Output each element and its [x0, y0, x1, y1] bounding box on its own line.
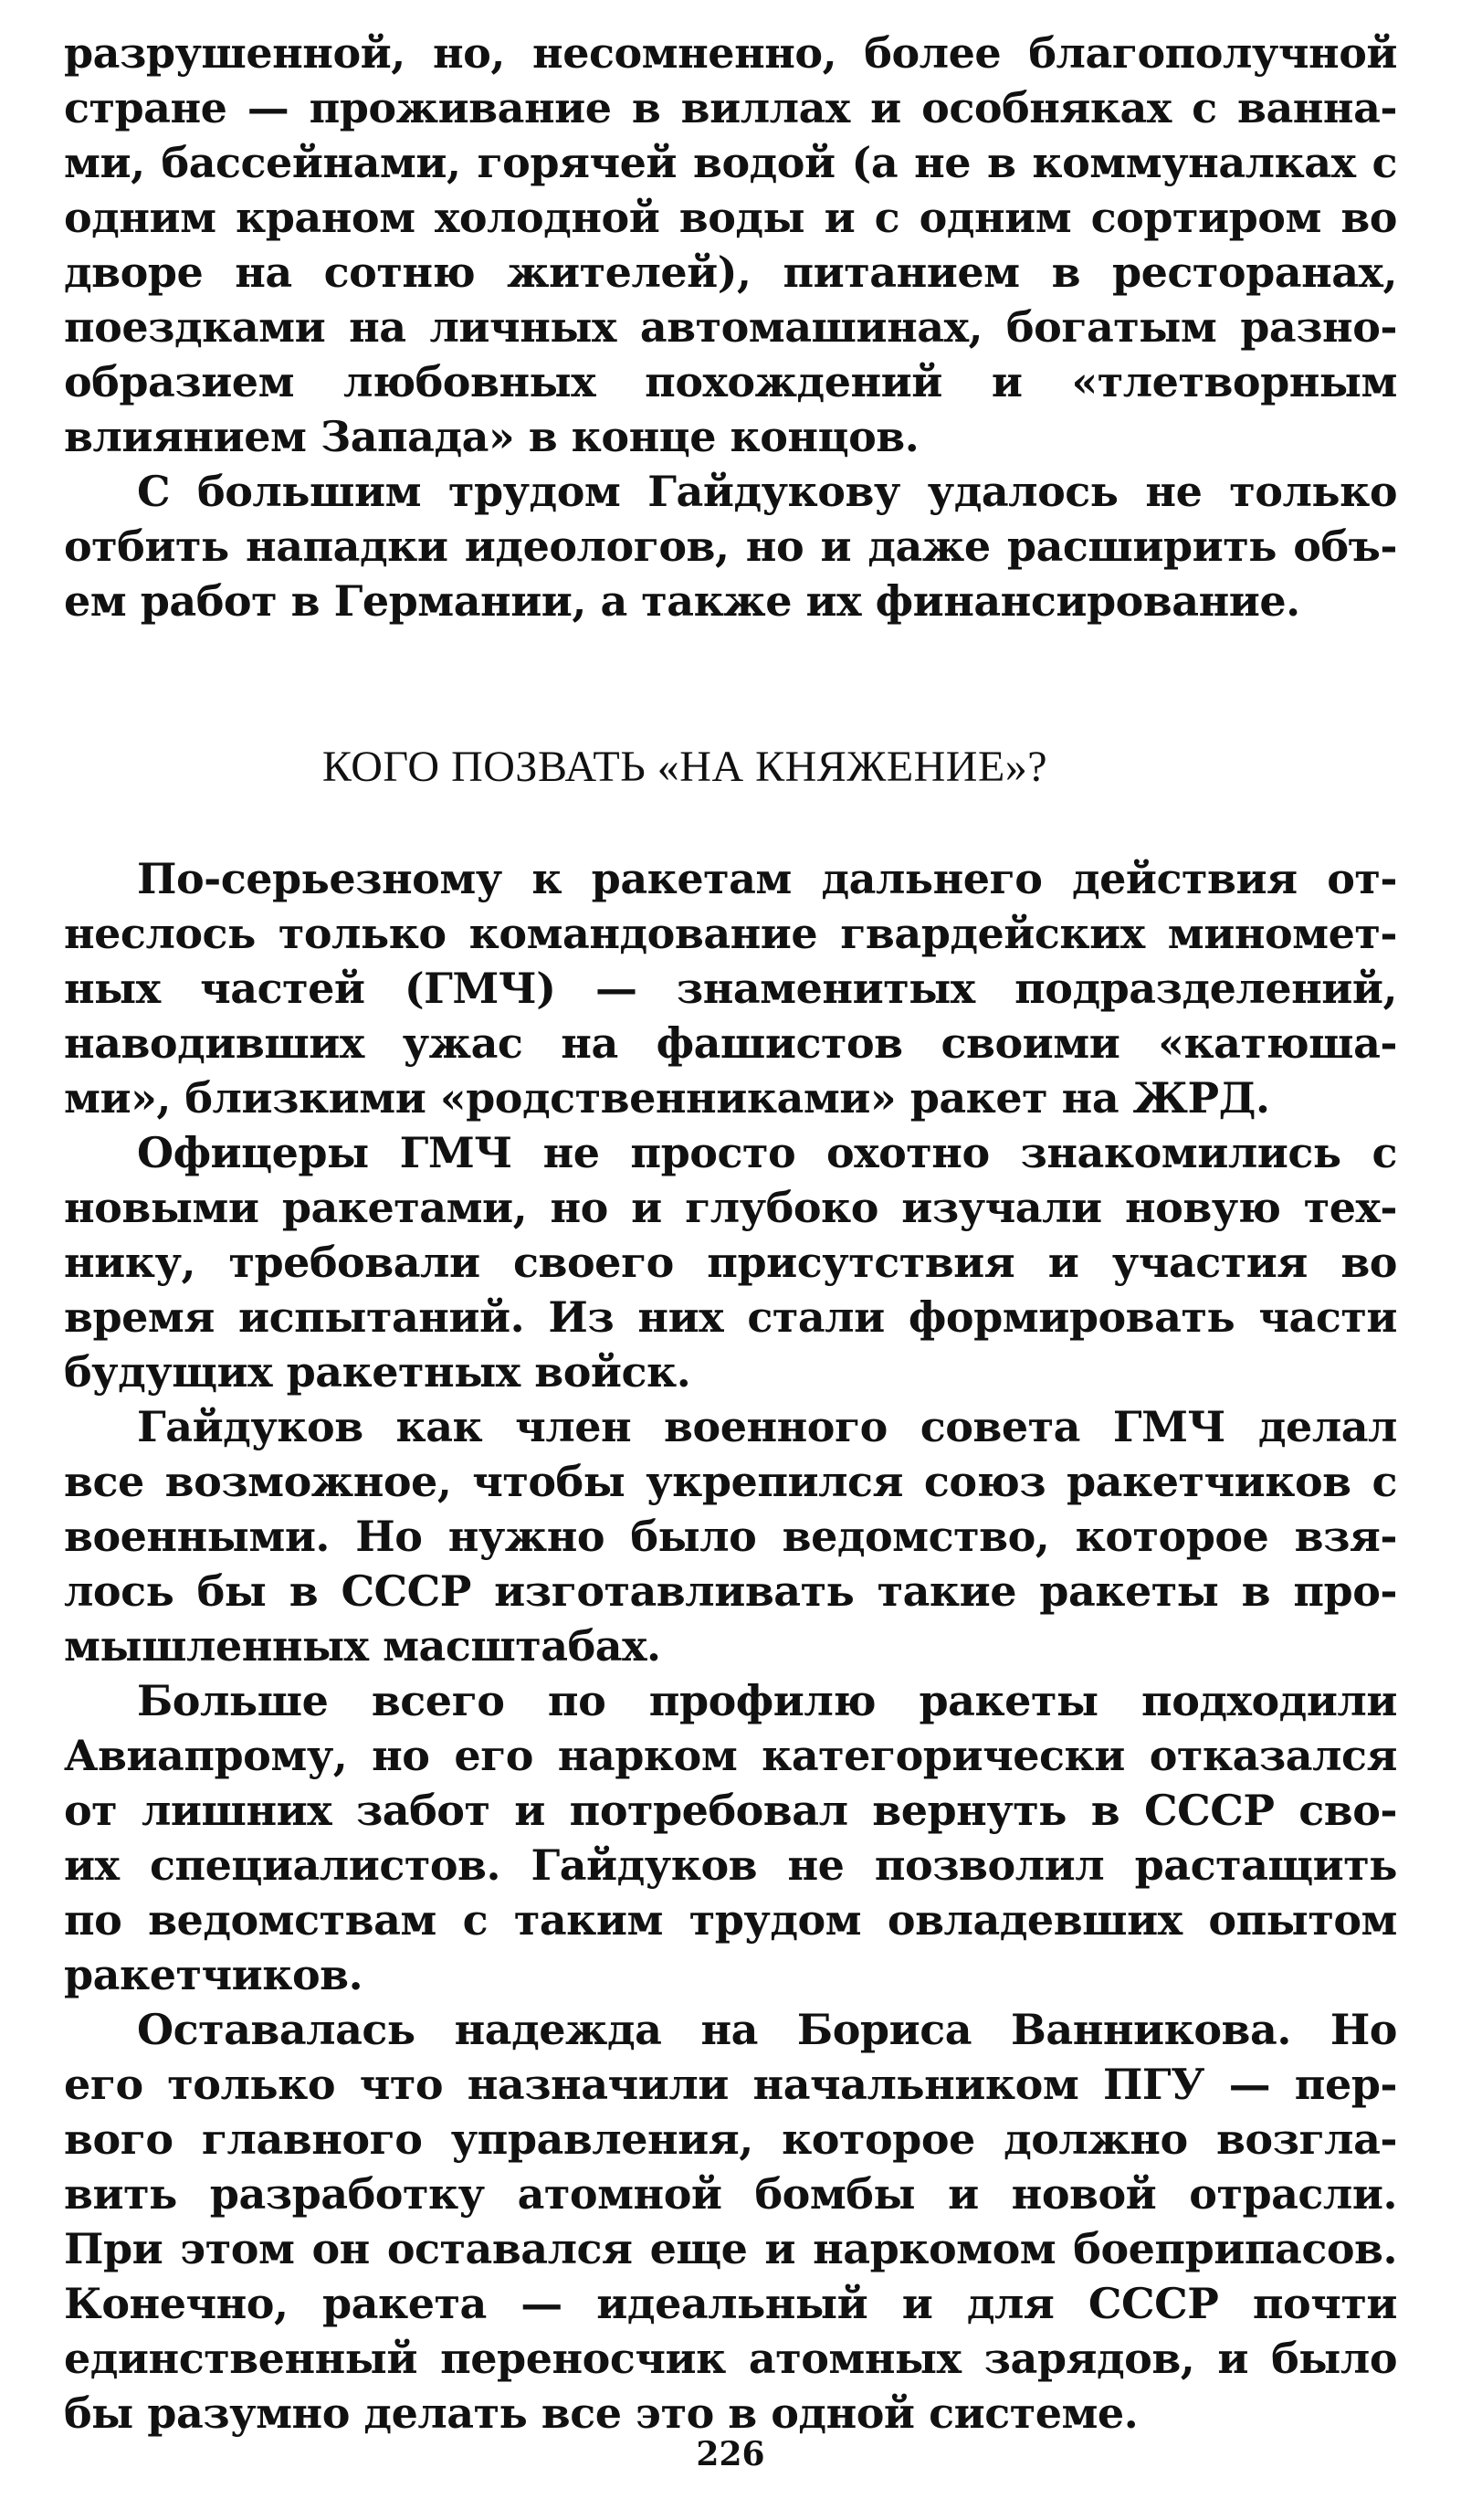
text-line: по ведомствам с таким трудом овладевших опытом	[64, 1895, 1397, 1945]
text-line: лось бы в СССР изготавливать такие ракеты в про-	[64, 1566, 1397, 1616]
paragraph-gmch	[64, 851, 1397, 1125]
text-line: мышленных масштабах.	[64, 1621, 661, 1671]
text-line: разрушенной, но, несомненно, более благополучной	[64, 28, 1397, 78]
text-line: бы разумно делать все это в одной системе.	[64, 2388, 1139, 2438]
text-line: дворе на сотню жителей), питанием в ресторанах,	[64, 248, 1397, 297]
text-line: одним краном холодной воды и с одним сортиром во	[64, 193, 1397, 242]
paragraph-gaidukov-efforts	[64, 464, 1397, 628]
text-line: Офицеры ГМЧ не просто охотно знакомились с	[137, 1128, 1397, 1177]
text-line: отбить нападки идеологов, но и даже расширить объ-	[64, 522, 1397, 571]
text-line: Авиапрому, но его нарком категорически отказался	[64, 1731, 1397, 1780]
text-line: будущих ракетных войск.	[64, 1347, 691, 1397]
text-line: вого главного управления, которое должно возгла-	[64, 2114, 1397, 2164]
text-line: С большим трудом Гайдукову удалось не только	[137, 467, 1397, 516]
text-line: наводивших ужас на фашистов своими «катюша-	[64, 1018, 1397, 1068]
section-heading: КОГО ПОЗВАТЬ «НА КНЯЖЕНИЕ»?	[321, 743, 1048, 791]
text-line: поездками на личных автомашинах, богатым разно-	[64, 302, 1397, 352]
text-line: военными. Но нужно было ведомство, которое взя-	[64, 1512, 1397, 1561]
text-line: вить разработку атомной бомбы и новой отрасли.	[64, 2169, 1397, 2219]
text-line: время испытаний. Из них стали формировать части	[64, 1292, 1397, 1342]
text-line: По-серьезному к ракетам дальнего действия от-	[137, 854, 1397, 903]
paragraph-officers	[64, 1125, 1397, 1399]
text-line: При этом он оставался еще и наркомом боеприпасов.	[64, 2224, 1397, 2273]
paragraph-aviaprom	[64, 1673, 1397, 2002]
text-line: ракетчиков.	[64, 1950, 363, 1999]
text-line: ем работ в Германии, а также их финансирование.	[64, 576, 1300, 626]
text-line: от лишних забот и потребовал вернуть в СССР сво-	[64, 1786, 1397, 1835]
text-line: Конечно, ракета — идеальный и для СССР почти	[64, 2279, 1397, 2328]
text-line: влиянием Запада» в конце концов.	[64, 412, 920, 461]
text-line: новыми ракетами, но и глубоко изучали новую тех-	[64, 1183, 1397, 1232]
text-line: их специалистов. Гайдуков не позволил растащить	[64, 1840, 1397, 1890]
text-line: ми», близкими «родственниками» ракет на ЖРД.	[64, 1073, 1270, 1123]
text-line: Больше всего по профилю ракеты подходили	[137, 1676, 1397, 1725]
paragraph-continued	[64, 26, 1397, 464]
text-line: все возможное, чтобы укрепился союз ракетчиков с	[64, 1457, 1397, 1506]
text-line: Оставалась надежда на Бориса Ванникова. Но	[137, 2005, 1397, 2054]
text-line: стране — проживание в виллах и особняках с ванна-	[64, 83, 1397, 132]
text-line: образием любовных похождений и «тлетворным	[64, 357, 1397, 406]
page-number: 226	[696, 2435, 765, 2473]
section-gap	[64, 628, 1397, 740]
text-line: ных частей (ГМЧ) — знаменитых подразделений,	[64, 964, 1397, 1013]
text-line: Гайдуков как член военного совета ГМЧ делал	[137, 1402, 1397, 1451]
text-line: его только что назначили начальником ПГУ — пер-	[64, 2060, 1397, 2109]
text-line: ми, бассейнами, горячей водой (а не в коммуналках с	[64, 138, 1397, 187]
paragraph-vannikov	[64, 2002, 1397, 2441]
book-page	[64, 26, 1397, 2441]
text-line: единственный переносчик атомных зарядов, и было	[64, 2334, 1397, 2383]
text-line: неслось только командование гвардейских миномет-	[64, 909, 1397, 958]
text-line: нику, требовали своего присутствия и участия во	[64, 1238, 1397, 1287]
paragraph-military-council	[64, 1399, 1397, 1673]
